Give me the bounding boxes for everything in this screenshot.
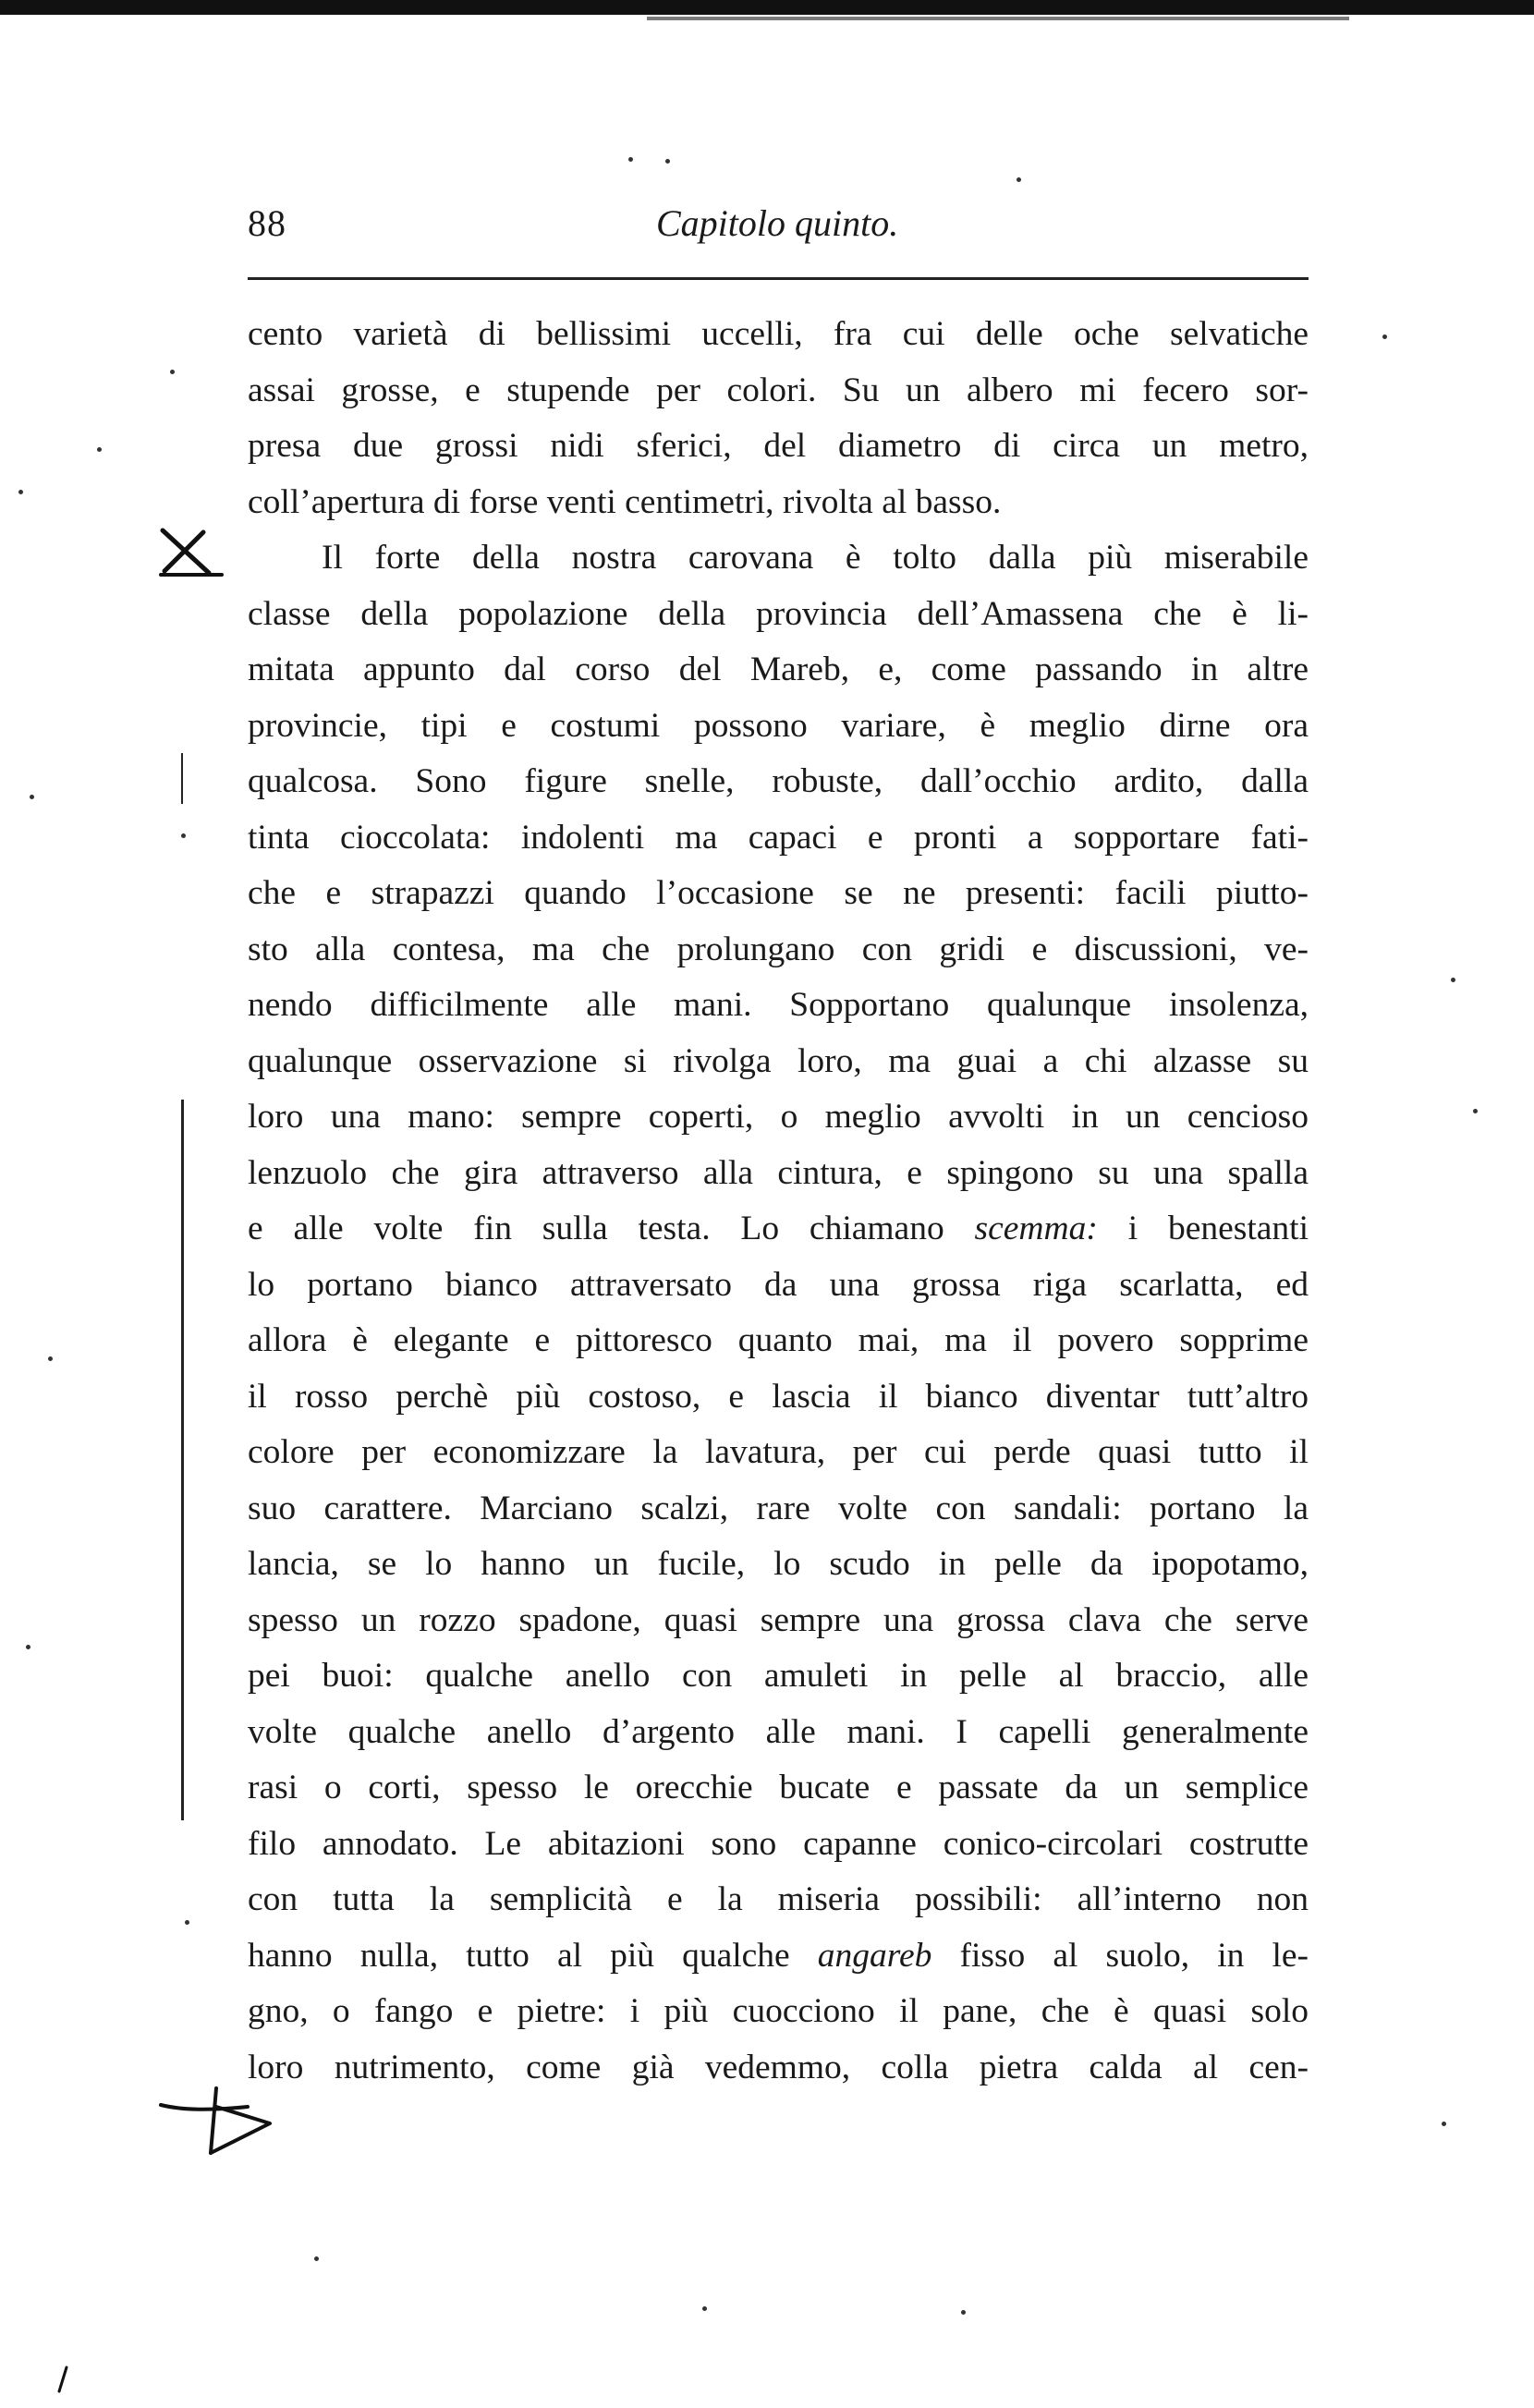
scan-speck: [1382, 334, 1387, 339]
text-line: loro una mano: sempre coperti, o meglio avvolti in un cencioso: [248, 1098, 1309, 1136]
scan-speck: [48, 1356, 53, 1361]
italic-term: scemma:: [974, 1210, 1098, 1247]
text-line: cento varietà di bellissimi uccelli, fra cui delle oche selvatiche: [248, 315, 1309, 353]
text-line: classe della popolazione della provincia dell’Amassena che è li-: [248, 594, 1309, 633]
text-run: fisso al suolo, in le-: [931, 1936, 1309, 1975]
stray-tick-icon: [54, 2365, 72, 2393]
text-line: spesso un rozzo spadone, quasi sempre una grossa clava che serve: [248, 1600, 1309, 1639]
text-line: con tutta la semplicità e la miseria possibili: all’interno non: [248, 1880, 1309, 1918]
margin-line: [181, 1100, 184, 1820]
text-line: colore per economizzare la lavatura, per cui perde quasi tutto il: [248, 1433, 1309, 1471]
text-line: assai grosse, e stupende per colori. Su un albero mi fecero sor-: [248, 371, 1309, 409]
scan-speck: [702, 2306, 707, 2311]
text-line: [248, 1928, 1309, 1985]
header-rule: [248, 277, 1309, 280]
arrow-mark-icon: [155, 2079, 285, 2162]
text-line: allora è elegante e pittoresco quanto mai, ma il povero sopprime: [248, 1321, 1309, 1359]
text-line: pei buoi: qualche anello con amuleti in pelle al braccio, alle: [248, 1657, 1309, 1695]
text-run: hanno nulla, tutto al più qualche: [248, 1936, 818, 1975]
running-head: Capitolo quinto.: [656, 202, 899, 244]
margin-line: [181, 753, 183, 804]
text-line: lenzuolo che gira attraverso alla cintura, e spingono su una spalla: [248, 1153, 1309, 1192]
text-line: lancia, se lo hanno un fucile, lo scudo in pelle da ipopotamo,: [248, 1545, 1309, 1583]
text-line: che e strapazzi quando l’occasione se ne presenti: facili piutto-: [248, 874, 1309, 912]
text-line: nendo difficilmente alle mani. Sopportano qualunque insolenza,: [248, 986, 1309, 1024]
cross-mark-icon: [155, 525, 229, 580]
text-line: filo annodato. Le abitazioni sono capanne conico-circolari costrutte: [248, 1824, 1309, 1863]
scan-speck: [170, 370, 175, 374]
text-line: [248, 1201, 1309, 1258]
scan-speck: [961, 2310, 966, 2315]
text-line: provincie, tipi e costumi possono variare, è meglio dirne ora: [248, 706, 1309, 745]
scan-speck: [1442, 2122, 1446, 2126]
scan-speck: [314, 2256, 319, 2261]
text-line: gno, o fango e pietre: i più cuocciono il pane, che è quasi solo: [248, 1992, 1309, 2030]
top-edge-rule-secondary: [647, 17, 1349, 20]
text-line: loro nutrimento, come già vedemmo, colla pietra calda al cen-: [248, 2048, 1309, 2086]
italic-term: angareb: [817, 1936, 932, 1975]
scan-speck: [26, 1645, 30, 1649]
scan-speck: [30, 795, 34, 799]
page-number: 88: [248, 202, 286, 244]
text-line: presa due grossi nidi sferici, del diametro di circa un metro,: [248, 427, 1309, 465]
text-line: tinta cioccolata: indolenti ma capaci e pronti a sopportare fati-: [248, 818, 1309, 857]
scan-speck: [1017, 177, 1021, 182]
scan-speck: [97, 447, 102, 452]
body-text: [248, 307, 1309, 2096]
scan-speck: [1473, 1109, 1478, 1113]
text-line: mitata appunto dal corso del Mareb, e, come passando in altre: [248, 651, 1309, 688]
scan-speck: [181, 833, 186, 838]
scan-speck: [628, 157, 633, 162]
scan-speck: [1451, 978, 1455, 982]
text-line: Il forte della nostra carovana è tolto dalla più miserabile: [322, 539, 1309, 577]
scan-speck: [185, 1920, 189, 1925]
text-line: qualunque osservazione si rivolga loro, ma guai a chi alzasse su: [248, 1041, 1309, 1080]
text-line: sto alla contesa, ma che prolungano con gridi e discussioni, ve-: [248, 930, 1309, 968]
text-line: suo carattere. Marciano scalzi, rare volte con sandali: portano la: [248, 1489, 1309, 1527]
text-run: e alle volte fin sulla testa. Lo chiamano: [248, 1210, 975, 1247]
scan-speck: [18, 490, 23, 494]
top-edge-rule: [0, 0, 1534, 15]
text-line: rasi o corti, spesso le orecchie bucate e passate da un semplice: [248, 1769, 1309, 1806]
text-line: qualcosa. Sono figure snelle, robuste, dall’occhio ardito, dalla: [248, 762, 1309, 800]
scan-speck: [665, 159, 670, 164]
text-line: lo portano bianco attraversato da una grossa riga scarlatta, ed: [248, 1265, 1309, 1304]
text-line: coll’apertura di forse venti centimetri, rivolta al basso.: [248, 482, 1002, 521]
text-line: volte qualche anello d’argento alle mani. I capelli generalmente: [248, 1712, 1309, 1751]
text-run: i benestanti: [1097, 1210, 1309, 1247]
text-line: il rosso perchè più costoso, e lascia il bianco diventar tutt’altro: [248, 1377, 1309, 1416]
